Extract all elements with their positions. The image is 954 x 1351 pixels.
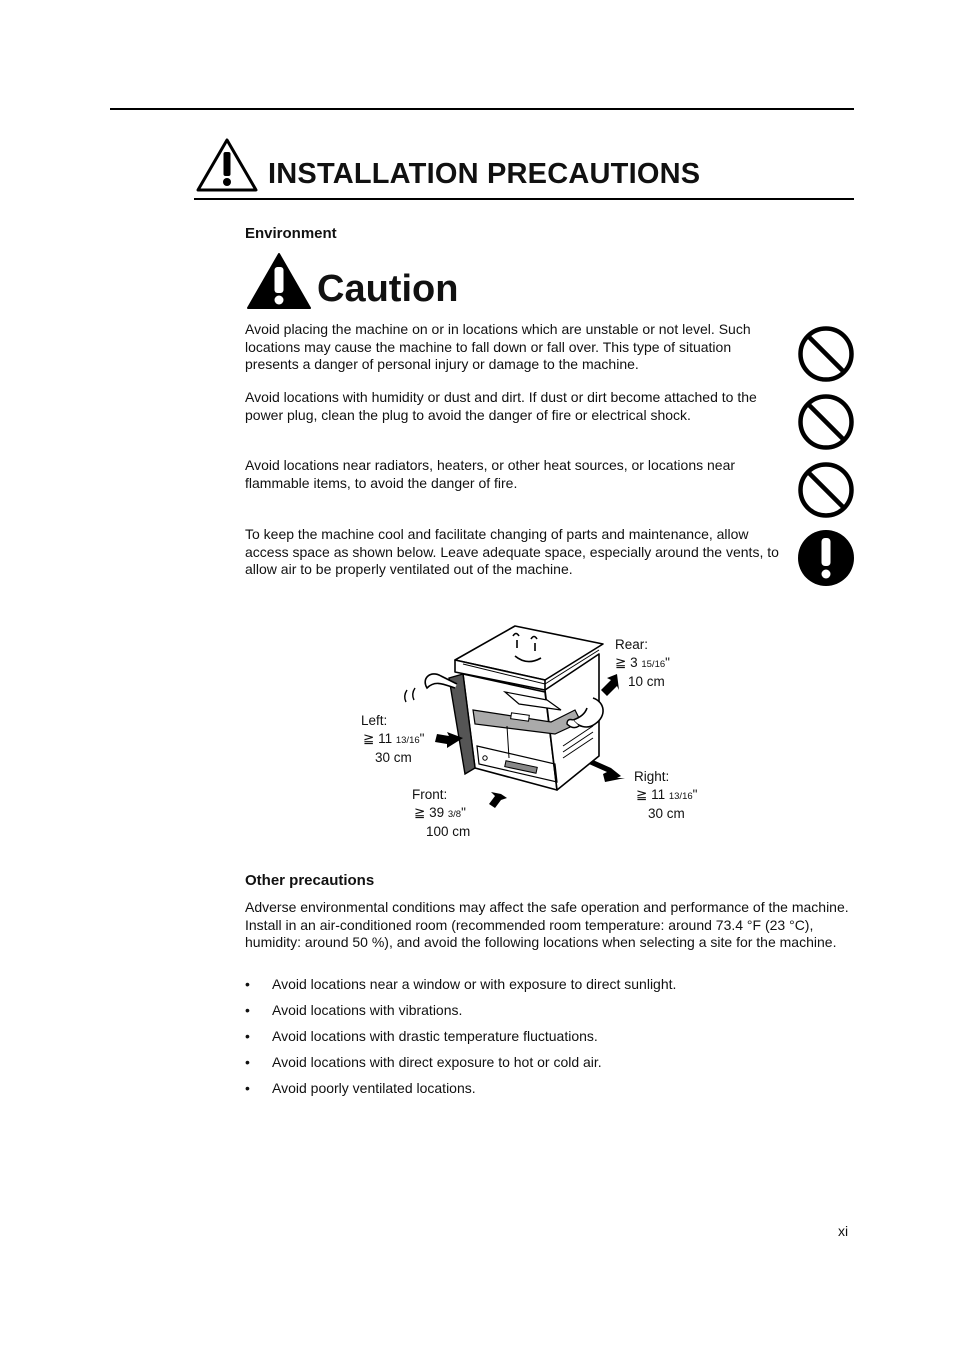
rear-clearance-label: Rear: ≧ 3 15/16" 10 cm: [615, 637, 670, 689]
environment-paragraph-1: Avoid placing the machine on or in locations which are unstable or not level. Such locations may cause the machine to fall down or fall over. This type of situation presents a danger of personal injury or damage to the machine.: [245, 321, 751, 373]
prohibited-icon: [797, 393, 855, 451]
environment-heading: Environment: [245, 225, 337, 242]
mandatory-exclamation-icon: [797, 529, 855, 587]
header-rule: [110, 108, 854, 110]
other-precautions-intro: Adverse environmental conditions may affect the safe operation and performance of the machine. Install in an air-conditioned room (recommended room temperature: around 73.4 °F (23 °C), humidity: around 50 %), and avoid the following locations when selecting a site for the machine.: [245, 899, 849, 951]
environment-paragraph-4: To keep the machine cool and facilitate changing of parts and maintenance, allow access space as shown below. Leave adequate space, especially around the vents, to allow air to be properly ventilated out of the machine.: [245, 526, 779, 578]
environment-paragraph-3: Avoid locations near radiators, heaters, or other heat sources, or locations near flammable items, to avoid the danger of fire.: [245, 457, 736, 491]
page-number: xi: [838, 1223, 849, 1239]
list-item: • Avoid locations with drastic temperature fluctuations.: [245, 1028, 855, 1054]
list-item: • Avoid locations with direct exposure to hot or cold air.: [245, 1054, 855, 1080]
right-clearance-label: Right: ≧ 11 13/16" 30 cm: [634, 769, 698, 821]
prohibited-icon: [797, 461, 855, 519]
other-precautions-heading: Other precautions: [245, 872, 375, 889]
right-arrow: [589, 760, 625, 782]
list-item: • Avoid locations near a window or with exposure to direct sunlight.: [245, 976, 855, 1002]
environment-paragraph-2: Avoid locations with humidity or dust and dirt. If dust or dirt become attached to the power plug, clean the plug to avoid the danger of fire or electrical shock.: [245, 389, 757, 423]
page-title-block: [194, 138, 854, 200]
caution-label: Caution: [317, 268, 459, 310]
warning-triangle-outline-icon: [196, 138, 258, 192]
precautions-list: [245, 976, 855, 1106]
front-arrow: [489, 792, 507, 808]
warning-triangle-filled-icon: [246, 252, 312, 310]
list-item: • Avoid poorly ventilated locations.: [245, 1080, 855, 1106]
front-clearance-label: Front: ≧ 39 3/8" 100 cm: [412, 787, 471, 839]
left-clearance-label: Left: ≧ 11 13/16" 30 cm: [361, 713, 425, 765]
list-item: • Avoid locations with vibrations.: [245, 1002, 855, 1028]
page-title: INSTALLATION PRECAUTIONS: [268, 158, 701, 190]
prohibited-icon: [797, 325, 855, 383]
